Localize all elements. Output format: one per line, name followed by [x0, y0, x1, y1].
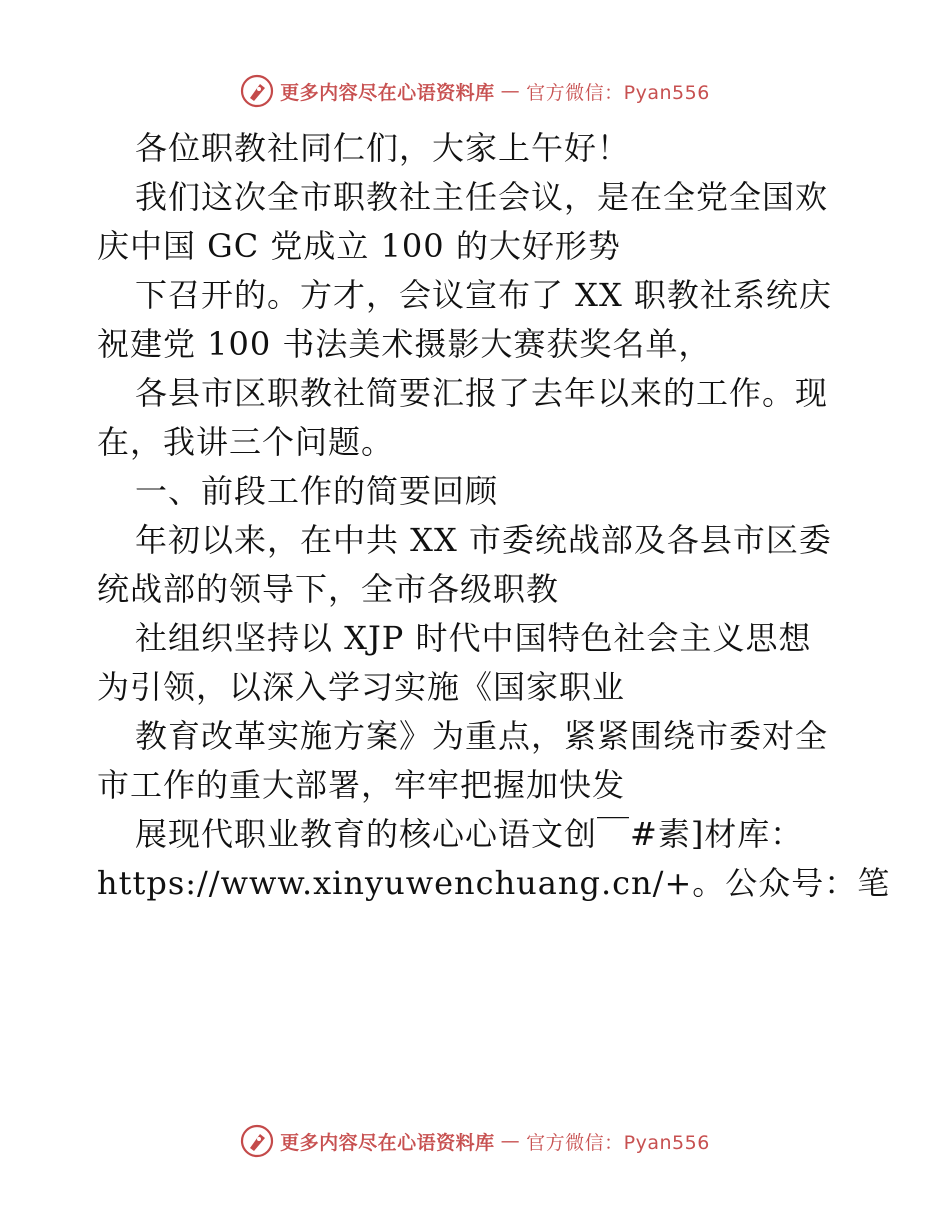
watermark-separator: — — [500, 1130, 521, 1152]
paragraph-line: 各位职教社同仁们，大家上午好！ — [135, 129, 631, 167]
watermark-separator: — — [500, 80, 521, 102]
paragraph-line: 庆中国 GC 党成立 100 的大好形势 — [97, 227, 621, 265]
watermark-brand: 更多内容尽在心语资料库 — [280, 1131, 495, 1154]
footer-watermark — [0, 1124, 950, 1158]
watermark-wechat: 官方微信：Pyan556 — [526, 1131, 710, 1154]
paragraph-line: 为引领，以深入学习实施《国家职业 — [97, 668, 626, 706]
paragraph-line: 教育改革实施方案》为重点，紧紧围绕市委对全 — [135, 717, 829, 755]
paragraph-line: 我们这次全市职教社主任会议，是在全党全国欢 — [135, 178, 829, 216]
paragraph-line: 各县市区职教社简要汇报了去年以来的工作。现 — [135, 374, 829, 412]
watermark-wechat: 官方微信：Pyan556 — [526, 81, 710, 104]
paragraph-line: 社组织坚持以 XJP 时代中国特色社会主义思想 — [135, 619, 812, 657]
document-body — [97, 124, 891, 908]
paragraph-line: 年初以来，在中共 XX 市委统战部及各县市区委 — [135, 521, 832, 559]
pen-nib-logo-icon — [240, 1124, 274, 1158]
paragraph-line: 展现代职业教育的核心心语文创￣#素]材库： — [135, 815, 804, 853]
paragraph-line: 在，我讲三个问题。 — [97, 423, 395, 461]
paragraph-line: https://www.xinyuwenchuang.cn/+。公众号：笔 — [97, 864, 891, 902]
pen-nib-logo-icon — [240, 74, 274, 108]
paragraph-line: 祝建党 100 书法美术摄影大赛获奖名单， — [97, 325, 712, 363]
section-heading: 一、前段工作的简要回顾 — [135, 472, 499, 510]
header-watermark — [0, 74, 950, 108]
paragraph-line: 统战部的领导下，全市各级职教 — [97, 570, 560, 608]
paragraph-line: 市工作的重大部署，牢牢把握加快发 — [97, 766, 626, 804]
watermark-brand: 更多内容尽在心语资料库 — [280, 81, 495, 104]
paragraph-line: 下召开的。方才，会议宣布了 XX 职教社系统庆 — [135, 276, 832, 314]
